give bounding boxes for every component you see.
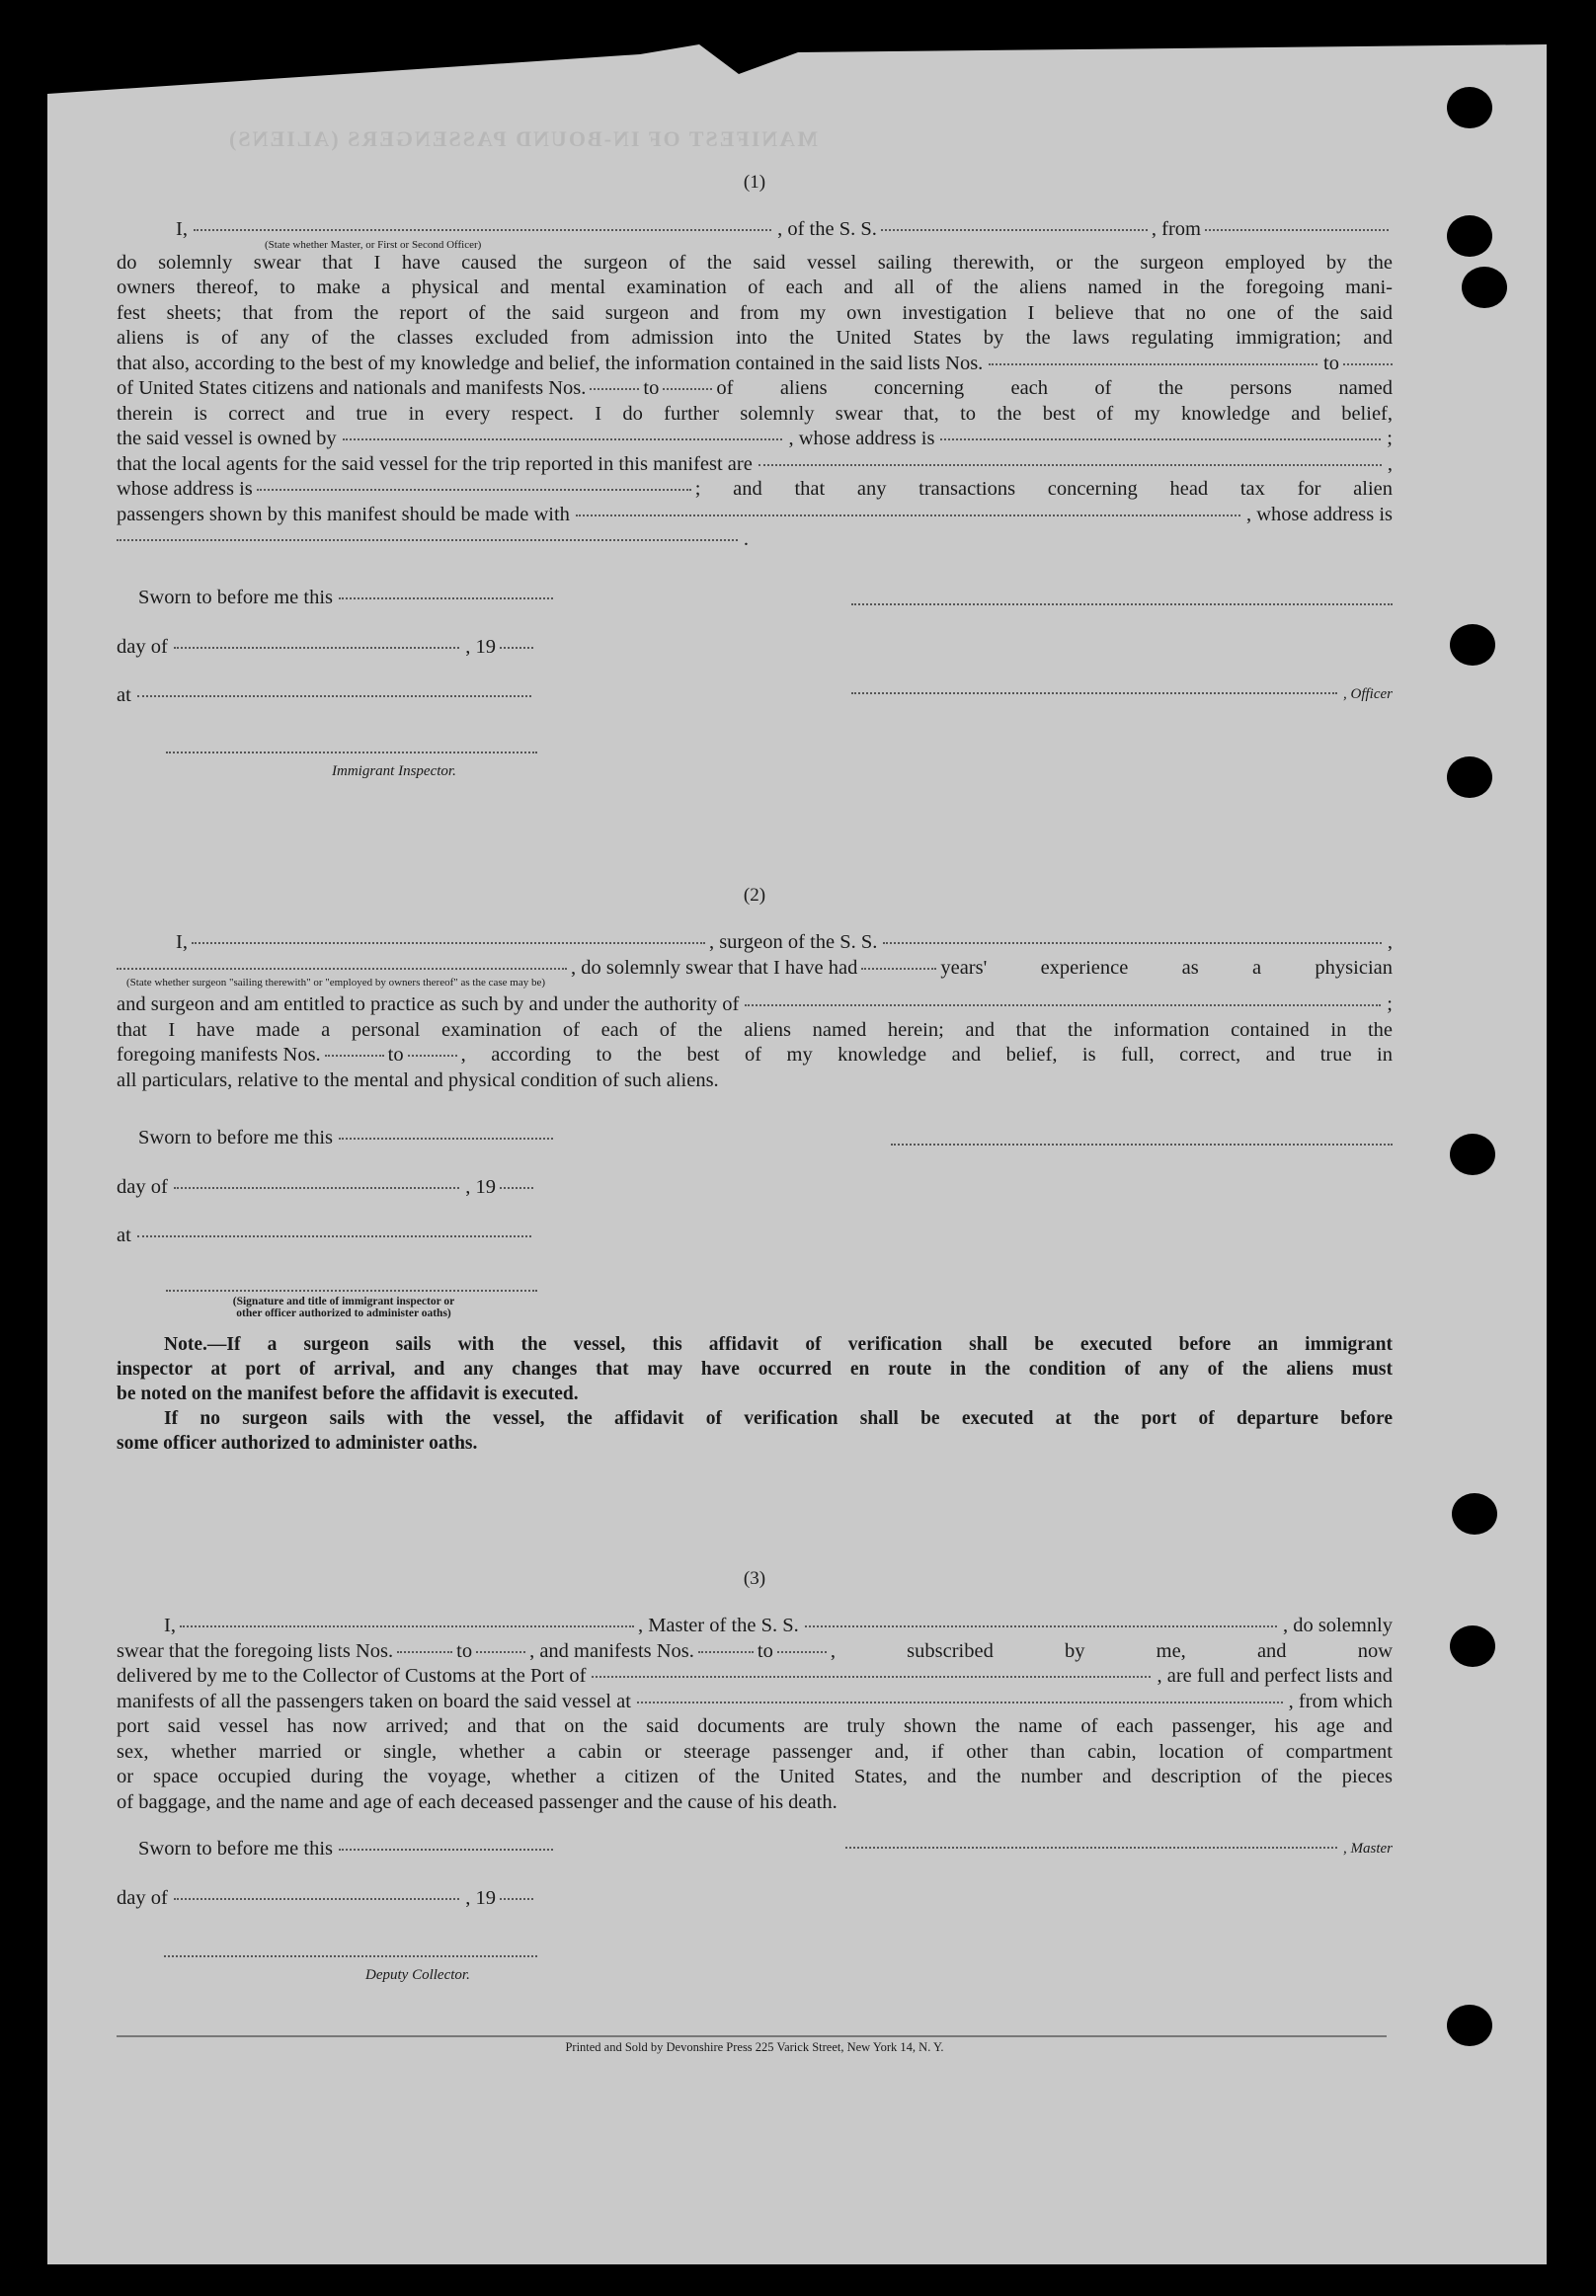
inspector-signature-line[interactable] [166,752,537,753]
text: , 19 [465,1886,496,1909]
oath-text: port said vessel has now arrived; and that on the said documents are truly shown the name of each passenger, his age and [117,1715,1393,1737]
day-of-field[interactable] [174,646,459,649]
inspector-caption: Immigrant Inspector. [332,763,456,779]
text: , of the S. S. [777,218,877,240]
lists-to-field[interactable] [476,1650,525,1653]
collector-port-field[interactable] [592,1675,1151,1678]
text: years' experience as a physician [940,956,1393,979]
oath-text: do solemnly swear that I have caused the surgeon of the said vessel sailing therewith, or the surgeon employed by the [117,251,1393,274]
text: , surgeon of the S. S. [708,931,878,953]
note-text: If no surgeon sails with the vessel, the affidavit of verification shall be executed at the port of departure before [164,1408,1393,1429]
field-caption: (State whether surgeon "sailing therewith" or "employed by owners thereof" as the case may be) [126,977,546,989]
note-text: Note.—If a surgeon sails with the vessel, this affidavit of verification shall be executed before an immigrant [164,1334,1393,1355]
footer [117,2040,1393,2054]
text: , 19 [465,635,496,658]
oath-text: all particulars, relative to the mental and physical condition of such aliens. [117,1069,719,1091]
text: day of [117,1886,168,1909]
oath-text: of baggage, and the name and age of each deceased passenger and the cause of his death. [117,1790,838,1813]
text: to [1323,352,1339,374]
punch-hole [1447,2005,1492,2046]
text: , Master [1343,1841,1393,1857]
text: , whose address is [1245,503,1393,525]
lists-from-field[interactable] [989,362,1317,365]
officer-rank-field[interactable] [194,228,771,231]
year-field[interactable] [500,1186,533,1189]
punch-hole [1462,267,1507,308]
bleed-through-title: MANIFEST OF IN-BOUND PASSENGERS (ALIENS) [227,126,818,151]
text: ; [1387,428,1393,449]
text: (Signature and title of immigrant inspector or [232,1296,455,1307]
text: to [643,377,660,399]
text: . [743,528,749,550]
surgeon-status-field[interactable] [117,967,567,970]
years-experience-field[interactable] [861,967,936,970]
owner-address-field[interactable] [940,437,1381,440]
text: to [387,1044,404,1066]
contact-address-field[interactable] [117,538,738,541]
text: to [456,1639,473,1662]
lists-from-field[interactable] [397,1650,452,1653]
punch-hole [1447,756,1492,798]
surgeon-name-field[interactable] [192,941,705,944]
agents-address-field[interactable] [257,488,691,491]
manifests-to-field[interactable] [408,1054,457,1057]
master-signature-line[interactable] [845,1846,1337,1849]
text: , according to the best of my knowledge and belief, is full, correct, and true in [460,1044,1393,1066]
text: , 19 [465,1175,496,1198]
officer-title-line[interactable] [851,691,1337,694]
printer-imprint: Printed and Sold by Devonshire Press 225 Varick Street, New York 14, N. Y. [565,2040,944,2054]
text: , from which [1288,1690,1393,1712]
text: foregoing manifests Nos. [117,1044,321,1066]
section-1-body [117,217,1393,553]
place-field[interactable] [137,1234,531,1237]
signature-caption [158,1296,529,1319]
text: , [1387,931,1393,953]
section-3-signatures [117,1837,1393,1983]
punch-hole [1450,1134,1495,1175]
manifests-to-field[interactable] [663,387,712,390]
manifests-from-field[interactable] [698,1650,754,1653]
text: , subscribed by me, and now [830,1639,1393,1662]
section-2-body [117,930,1393,1093]
punch-hole [1447,87,1492,128]
oath-text: that I have made a personal examination of each of the aliens named herein; and that the information contained in the [117,1018,1393,1041]
section-1-signatures [117,586,1393,779]
text: I, [176,218,188,240]
sworn-date-field[interactable] [339,1137,553,1140]
deputy-caption: Deputy Collector. [365,1967,470,1983]
vessel-name-field[interactable] [883,941,1381,944]
lists-to-field[interactable] [1343,362,1393,365]
text: I, [176,931,188,953]
punch-hole [1447,215,1492,257]
text: ; [1387,993,1393,1015]
oath-text: sex, whether married or single, whether a cabin or steerage passenger and, if other than cabin, location of compartment [117,1740,1393,1763]
manifests-to-field[interactable] [777,1650,827,1653]
practice-authority-field[interactable] [745,1003,1381,1006]
text: whose address is [117,478,253,500]
text: , Master of the S. S. [637,1615,799,1636]
day-of-field[interactable] [174,1186,459,1189]
master-name-field[interactable] [180,1624,634,1627]
oath-text: therein is correct and true in every respect. I do further solemnly swear that, to the best of my knowledge and belief, [117,402,1393,425]
text: , do solemnly swear that I have had [571,956,858,979]
vessel-name-field[interactable] [805,1624,1277,1627]
manifests-from-field[interactable] [590,387,639,390]
section-number: (1) [743,172,766,193]
deputy-signature-line[interactable] [164,1955,537,1957]
punch-hole [1450,1625,1495,1667]
text: , from [1151,218,1201,240]
text: at [117,1225,131,1246]
text: and surgeon and am entitled to practice as such by and under the authority of [117,993,740,1015]
oath-text: owners thereof, to make a physical and mental examination of each and all of the aliens named in the foregoing mani- [117,277,1393,298]
text: Sworn to before me this [138,587,333,608]
note-text: be noted on the manifest before the affidavit is executed. [117,1384,579,1404]
punch-hole [1450,624,1495,666]
text: day of [117,1175,168,1198]
sworn-date-field[interactable] [339,1848,553,1851]
departure-port-field[interactable] [1205,228,1389,231]
text: Sworn to before me this [138,1127,333,1148]
punch-hole [1452,1493,1497,1535]
text: Sworn to before me this [138,1838,333,1860]
year-field[interactable] [500,646,533,649]
text: ; and that any transactions concerning head tax for alien [694,478,1393,500]
surgeon-signature-line[interactable] [891,1144,1393,1146]
text: that the local agents for the said vessel for the trip reported in this manifest are [117,452,753,475]
text: of aliens concerning each of the persons named [716,377,1393,399]
note-block [117,1332,1393,1456]
day-of-field[interactable] [174,1897,459,1900]
head-tax-contact-field[interactable] [576,514,1240,516]
text: , whose address is [788,428,935,449]
field-caption: (State whether Master, or First or Second Officer) [265,238,482,251]
text: manifests of all the passengers taken on board the said vessel at [117,1690,631,1712]
text: I, [164,1615,176,1636]
text: , Officer [1343,686,1393,702]
sworn-date-field[interactable] [339,596,553,599]
owner-field[interactable] [343,437,783,440]
text: delivered by me to the Collector of Customs at the Port of [117,1665,587,1687]
place-field[interactable] [137,694,531,697]
manifests-from-field[interactable] [325,1054,384,1057]
text: the said vessel is owned by [117,428,337,449]
section-3-body [117,1614,1393,1815]
note-text: inspector at port of arrival, and any changes that may have occurred en route in the condition of any of the aliens must [117,1359,1393,1380]
oath-text: or space occupied during the voyage, whether a citizen of the United States, and the number and description of the pieces [117,1766,1393,1787]
text: , [1387,452,1393,475]
oath-text: fest sheets; that from the report of the said surgeon and from my own investigation I believe that no one of the said [117,301,1393,324]
text: day of [117,635,168,658]
year-field[interactable] [500,1897,533,1900]
text: passengers shown by this manifest should be made with [117,503,570,525]
officer-signature-line[interactable] [851,603,1393,605]
text: at [117,684,131,706]
inspector-signature-line[interactable] [166,1290,537,1292]
oath-text: aliens is of any of the classes excluded from admission into the United States by the laws regulating immigration; and [117,327,1393,349]
text: that also, according to the best of my knowledge and belief, the information contained in the said lists Nos. [117,352,984,374]
text: , are full and perfect lists and [1157,1665,1393,1687]
text: other officer authorized to administer oaths) [236,1307,451,1319]
text: , do solemnly [1282,1615,1393,1636]
note-text: some officer authorized to administer oaths. [117,1433,478,1454]
text: of United States citizens and nationals and manifests Nos. [117,377,587,399]
boarding-port-field[interactable] [637,1701,1283,1703]
footer-rule [117,2035,1387,2037]
vessel-name-field[interactable] [881,228,1148,231]
text: to [757,1639,773,1662]
section-number: (2) [743,885,766,906]
text: swear that the foregoing lists Nos. [117,1639,394,1662]
text: , and manifests Nos. [529,1639,694,1662]
section-2-signatures [117,1126,1393,1319]
section-number: (3) [743,1568,766,1589]
local-agents-field[interactable] [758,463,1382,466]
